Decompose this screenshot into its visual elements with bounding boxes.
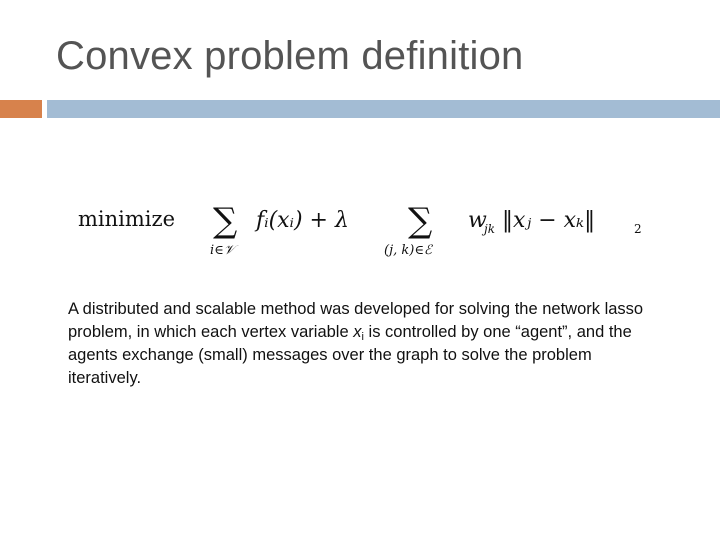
formula-sum2: ∑ bbox=[408, 201, 433, 241]
accent-bar-blue bbox=[47, 100, 720, 118]
formula-sum1: ∑ bbox=[213, 201, 238, 241]
formula-norm-sub: 2 bbox=[634, 222, 642, 236]
slide-title: Convex problem definition bbox=[56, 34, 524, 78]
formula-sum2-sub: (j, k)∈ℰ bbox=[384, 243, 432, 258]
formula-weight-sub: jk bbox=[484, 222, 495, 236]
body-text-part2: is controlled by one “agent”, and the agents exchange (small) messages over the graph to solve the problem iteratively. bbox=[68, 323, 632, 387]
formula-sum1-sub: i∈𝒱 bbox=[210, 243, 235, 258]
formula-minimize: minimize bbox=[78, 207, 175, 231]
body-paragraph bbox=[68, 298, 668, 390]
formula-norm: ‖xⱼ − xₖ‖ bbox=[502, 208, 596, 233]
vertex-variable: x bbox=[353, 323, 362, 341]
optimization-formula bbox=[78, 196, 658, 266]
body-text-part1: A distributed and scalable method was developed for solving the network lasso problem, in which each vertex variable bbox=[68, 300, 644, 341]
vertex-variable-subscript: i bbox=[361, 331, 364, 343]
accent-bar-orange bbox=[0, 100, 42, 118]
formula-weight: w bbox=[468, 208, 487, 233]
formula-term1: fᵢ(xᵢ) + λ bbox=[256, 208, 349, 233]
